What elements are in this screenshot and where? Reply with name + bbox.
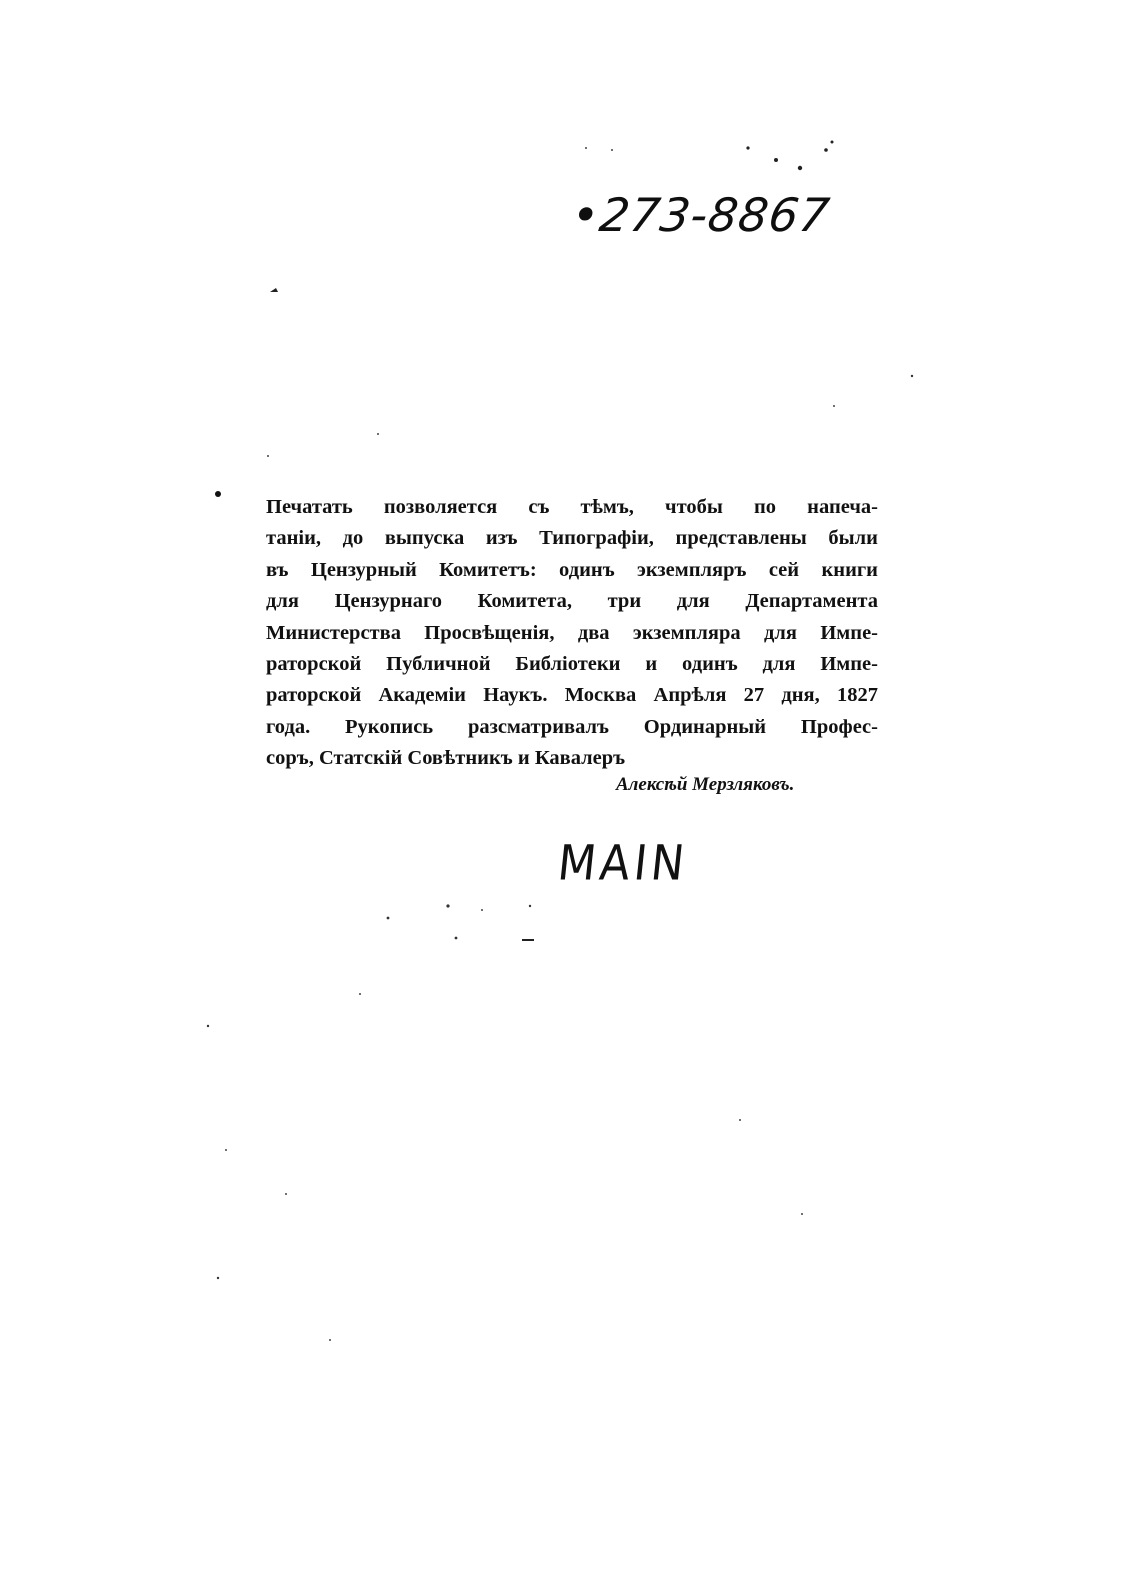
note-line: раторской Академіи Наукъ. Москва Апрѣля 27 дня, 1827 bbox=[266, 684, 878, 707]
handwritten-shelfmark: •273-8867 bbox=[568, 188, 834, 242]
note-line: въ Цензурный Комитетъ: одинъ экземпляръ сей книги bbox=[266, 558, 878, 581]
censor-signature: Алексѣй Мерзляковъ. bbox=[616, 774, 795, 795]
note-line: Министерства Просвѣщенія, два экземпляра для Импе- bbox=[266, 621, 878, 644]
note-line: года. Рукопись разсматривалъ Ординарный Профес- bbox=[266, 715, 878, 738]
library-stamp: MAIN bbox=[555, 835, 691, 892]
note-line: для Цензурнаго Комитета, три для Департамента bbox=[266, 590, 878, 613]
note-line: таніи, до выпуска изъ Типографіи, представлены были bbox=[266, 527, 878, 550]
note-line: раторской Публичной Библіотеки и одинъ для Импе- bbox=[266, 652, 878, 675]
note-line: соръ, Статскій Совѣтникъ и Кавалеръ bbox=[266, 747, 626, 770]
censorship-approval-note bbox=[266, 492, 878, 775]
note-line: Печатать позволяется съ тѣмъ, чтобы по напеча- bbox=[266, 496, 878, 518]
